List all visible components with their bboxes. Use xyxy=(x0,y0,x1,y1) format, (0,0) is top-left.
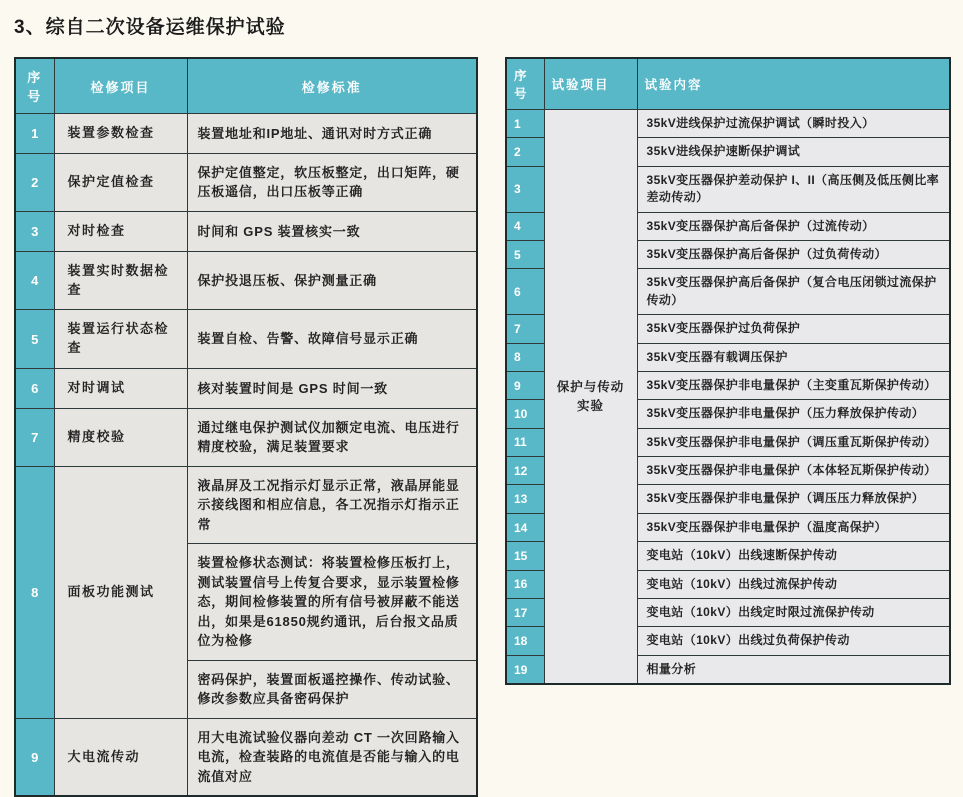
table-row xyxy=(15,153,477,211)
content-cell: 35kV变压器保护非电量保护（调压重瓦斯保护传动） xyxy=(637,428,950,456)
row-number-cell: 11 xyxy=(506,428,544,456)
content-cell: 35kV变压器保护高后备保护（复合电压闭锁过流保护传动） xyxy=(637,269,950,315)
content-cell: 35kV变压器保护差动保护 I、II（高压侧及低压侧比率差动传动） xyxy=(637,166,950,212)
item-cell: 精度校验 xyxy=(54,408,187,466)
header-row xyxy=(15,58,477,114)
table-row xyxy=(15,114,477,154)
row-number-cell: 6 xyxy=(15,369,54,409)
row-number-cell: 19 xyxy=(506,655,544,684)
standard-cell: 装置检修状态测试：将装置检修压板打上，测试装置信号上传复合要求，显示装置检修态，期间检修装置的所有信号被屏蔽不能送出，如果是61850规约通讯，后台报文品质位为检修 xyxy=(187,544,477,661)
row-number-cell: 14 xyxy=(506,513,544,541)
standard-cell: 用大电流试验仪器向差动 CT 一次回路输入电流，检查装路的电流值是否能与输入的电流值对应 xyxy=(187,718,477,796)
standard-cell: 密码保护，装置面板遥控操作、传动试验、修改参数应具备密码保护 xyxy=(187,660,477,718)
table-row xyxy=(15,466,477,544)
content-cell: 35kV进线保护过流保护调试（瞬时投入） xyxy=(637,110,950,138)
content-cell: 35kV变压器保护过负荷保护 xyxy=(637,315,950,343)
row-number-cell: 15 xyxy=(506,542,544,570)
row-number-cell: 5 xyxy=(506,240,544,268)
standard-cell: 通过继电保护测试仪加额定电流、电压进行精度校验，满足装置要求 xyxy=(187,408,477,466)
table-row xyxy=(15,718,477,796)
standard-cell: 液晶屏及工况指示灯显示正常，液晶屏能显示接线图和相应信息，各工况指示灯指示正常 xyxy=(187,466,477,544)
row-number-cell: 5 xyxy=(15,310,54,369)
content-cell: 35kV变压器保护非电量保护（压力释放保护传动） xyxy=(637,400,950,428)
test-table-body xyxy=(506,110,950,685)
left-header-item: 检修项目 xyxy=(54,58,187,114)
row-number-cell: 13 xyxy=(506,485,544,513)
row-number-cell: 3 xyxy=(506,166,544,212)
maintenance-table-header xyxy=(15,58,477,114)
row-number-cell: 2 xyxy=(506,138,544,166)
maintenance-table xyxy=(14,57,478,797)
item-cell: 大电流传动 xyxy=(54,718,187,796)
standard-cell: 保护投退压板、保护测量正确 xyxy=(187,251,477,310)
content-cell: 35kV变压器保护非电量保护（温度高保护） xyxy=(637,513,950,541)
left-header-standard: 检修标准 xyxy=(187,58,477,114)
table-row xyxy=(506,110,950,138)
content-cell: 35kV变压器保护非电量保护（本体轻瓦斯保护传动） xyxy=(637,457,950,485)
row-number-cell: 8 xyxy=(506,343,544,371)
row-number-cell: 18 xyxy=(506,627,544,655)
row-number-cell: 7 xyxy=(506,315,544,343)
content-cell: 相量分析 xyxy=(637,655,950,684)
content-cell: 35kV变压器保护高后备保护（过负荷传动） xyxy=(637,240,950,268)
item-cell: 面板功能测试 xyxy=(54,466,187,718)
content-cell: 变电站（10kV）出线过负荷保护传动 xyxy=(637,627,950,655)
table-row xyxy=(15,310,477,369)
test-table-header xyxy=(506,58,950,110)
project-cell: 保护与传动实验 xyxy=(544,110,637,685)
table-row xyxy=(15,369,477,409)
right-header-no: 序号 xyxy=(506,58,544,110)
row-number-cell: 4 xyxy=(15,251,54,310)
table-row xyxy=(15,251,477,310)
item-cell: 对时调试 xyxy=(54,369,187,409)
row-number-cell: 8 xyxy=(15,466,54,718)
row-number-cell: 1 xyxy=(15,114,54,154)
row-number-cell: 7 xyxy=(15,408,54,466)
row-number-cell: 12 xyxy=(506,457,544,485)
test-table xyxy=(505,57,951,685)
row-number-cell: 10 xyxy=(506,400,544,428)
scanned-document-page xyxy=(14,12,951,797)
item-cell: 装置运行状态检查 xyxy=(54,310,187,369)
left-header-no: 序号 xyxy=(15,58,54,114)
row-number-cell: 3 xyxy=(15,211,54,251)
right-header-project: 试验项目 xyxy=(544,58,637,110)
row-number-cell: 2 xyxy=(15,153,54,211)
maintenance-table-body xyxy=(15,114,477,797)
table-row xyxy=(15,211,477,251)
standard-cell: 保护定值整定，软压板整定，出口矩阵，硬压板遥信，出口压板等正确 xyxy=(187,153,477,211)
row-number-cell: 6 xyxy=(506,269,544,315)
content-cell: 35kV变压器保护高后备保护（过流传动） xyxy=(637,212,950,240)
page-title: 3、综自二次设备运维保护试验 xyxy=(14,17,286,38)
right-header-content: 试验内容 xyxy=(637,58,950,110)
content-cell: 35kV变压器保护非电量保护（调压压力释放保护） xyxy=(637,485,950,513)
row-number-cell: 4 xyxy=(506,212,544,240)
item-cell: 保护定值检查 xyxy=(54,153,187,211)
item-cell: 装置实时数据检查 xyxy=(54,251,187,310)
content-cell: 变电站（10kV）出线过流保护传动 xyxy=(637,570,950,598)
row-number-cell: 17 xyxy=(506,599,544,627)
standard-cell: 核对装置时间是 GPS 时间一致 xyxy=(187,369,477,409)
table-row xyxy=(15,408,477,466)
tables-container xyxy=(14,57,951,797)
content-cell: 变电站（10kV）出线定时限过流保护传动 xyxy=(637,599,950,627)
standard-cell: 装置自检、告警、故障信号显示正确 xyxy=(187,310,477,369)
content-cell: 变电站（10kV）出线速断保护传动 xyxy=(637,542,950,570)
row-number-cell: 9 xyxy=(506,371,544,399)
standard-cell: 装置地址和IP地址、通讯对时方式正确 xyxy=(187,114,477,154)
row-number-cell: 16 xyxy=(506,570,544,598)
row-number-cell: 1 xyxy=(506,110,544,138)
standard-cell: 时间和 GPS 装置核实一致 xyxy=(187,211,477,251)
header-row xyxy=(506,58,950,110)
content-cell: 35kV变压器有载调压保护 xyxy=(637,343,950,371)
content-cell: 35kV变压器保护非电量保护（主变重瓦斯保护传动） xyxy=(637,371,950,399)
content-cell: 35kV进线保护速断保护调试 xyxy=(637,138,950,166)
item-cell: 对时检查 xyxy=(54,211,187,251)
row-number-cell: 9 xyxy=(15,718,54,796)
item-cell: 装置参数检查 xyxy=(54,114,187,154)
